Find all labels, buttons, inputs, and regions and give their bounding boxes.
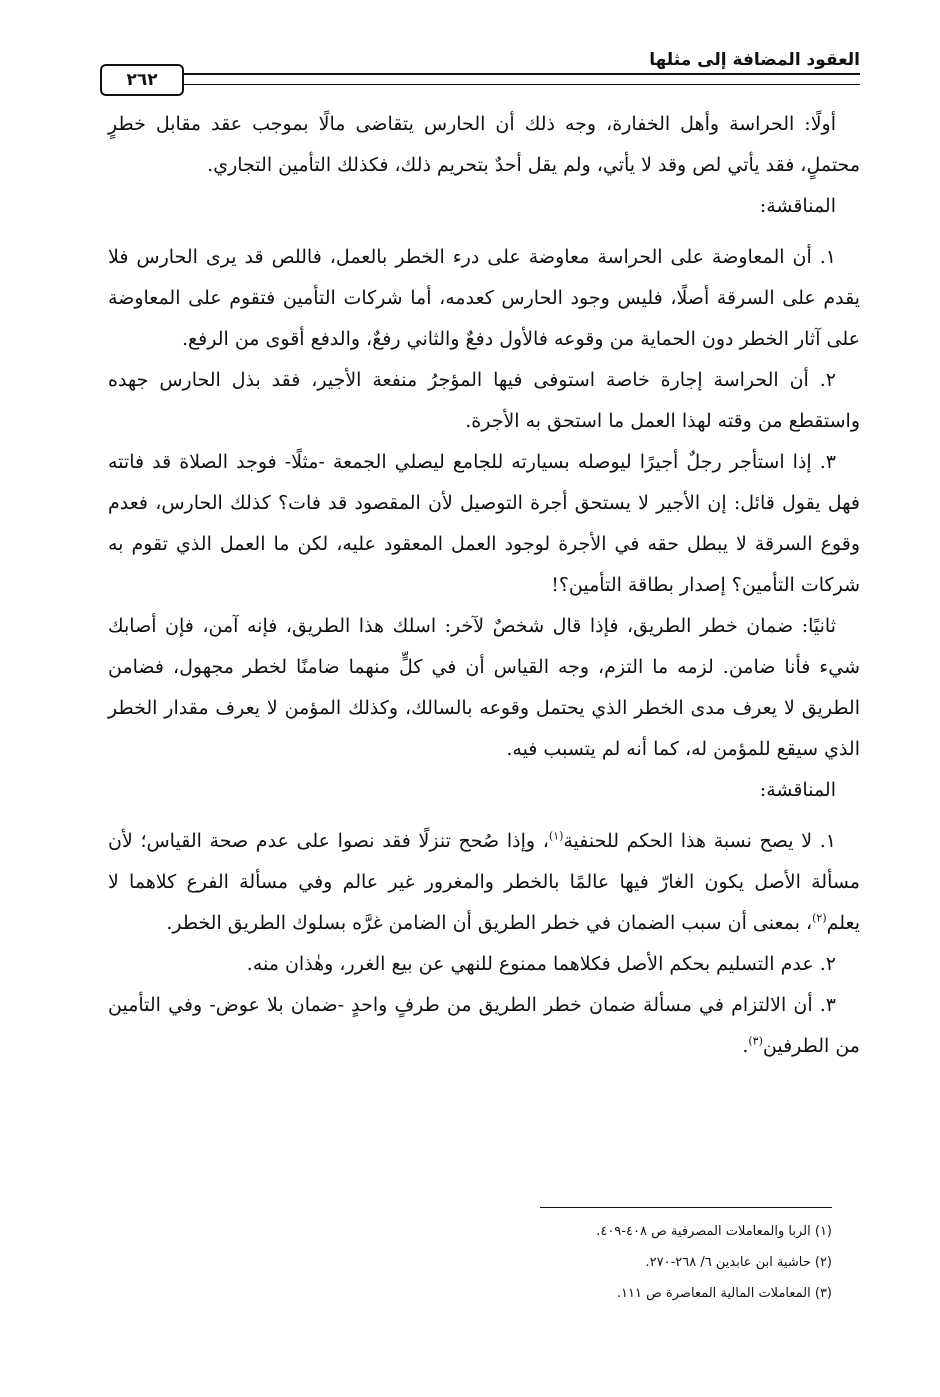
page-number: ٢٦٢: [126, 70, 158, 90]
text-segment: .: [742, 1035, 749, 1057]
header-rule-bottom: [178, 84, 860, 85]
discussion-point-2: ٢. أن الحراسة إجارة خاصة استوفى فيها المؤجرُ منفعة الأجير، فقد بذل الحارس جهده واستقطع من وقته لهذا العمل ما استحق به الأجرة.: [108, 369, 860, 432]
footnote-3: (٣) المعاملات المالية المعاصرة ص ١١١.: [616, 1286, 832, 1301]
running-title: العقود المضافة إلى مثلها: [649, 50, 860, 70]
header-rule-top: [178, 73, 860, 75]
paragraph-first-argument: أولًا: الحراسة وأهل الخفارة، وجه ذلك أن الحارس يتقاضى مالًا بموجب عقد مقابل خطرٍ محتملٍ، فقد يأتي لص وقد لا يأتي، ولم يقل أحدٌ بتحريم ذلك، فكذلك التأمين التجاري.: [108, 113, 860, 176]
footnotes: [232, 1216, 832, 1309]
discussion-point-3: ٣. إذا استأجر رجلٌ أجيرًا ليوصله بسيارته للجامع ليصلي الجمعة -مثلًا- فوجد الصلاة قد فاتته فهل يقول قائل: إن الأجير لا يستحق أجرة التوصيل لأن المقصود قد فات؟ كذلك الحارس، فعدم وقوع السرقة لا يبطل حقه في الأجرة لوجود العمل المعقود عليه، لكن ما العمل الذي تقوم به شركات التأمين؟ إصدار بطاقة التأمين؟!: [108, 451, 860, 596]
footnote-ref-1: (١): [548, 829, 564, 843]
paragraph-second-argument: ثانيًا: ضمان خطر الطريق، فإذا قال شخصٌ لآخر: اسلك هذا الطريق، فإنه آمن، فإن أصابك شيء فأنا ضامن. لزمه ما التزم، وجه القياس أن في كلٍّ منهما ضامنًا لخطر مجهول، فضامن الطريق لا يعرف مدى الخطر الذي يحتمل وقوعه بالسالك، وكذلك المؤمن لا يعرف مقدار الخطر الذي سيقع للمؤمن له، كما أنه لم يتسبب فيه.: [108, 615, 860, 760]
page-header: [100, 44, 860, 104]
discussion2-point-1: [108, 821, 860, 944]
text-segment: ١. لا يصح نسبة هذا الحكم للحنفية: [563, 830, 836, 852]
discussion2-point-3: [108, 985, 860, 1067]
spacer: [108, 811, 860, 821]
footnote-separator: [540, 1207, 832, 1208]
discussion-heading: المناقشة:: [759, 195, 836, 217]
page-number-badge: [100, 64, 184, 96]
spacer: [108, 227, 860, 237]
discussion-point-1: ١. أن المعاوضة على الحراسة معاوضة على درء الخطر بالعمل، فاللص قد يرى الحارس فلا يقدم على السرقة أصلًا، فليس وجود الحارس كعدمه، أما شركات التأمين فتقوم على المعاوضة على آثار الخطر دون الحماية من وقوعه فالأول دفعٌ والثاني رفعٌ، والدفع أقوى من الرفع.: [108, 246, 860, 350]
text-segment: ، بمعنى أن سبب الضمان في خطر الطريق أن الضامن غرَّه بسلوك الطريق الخطر.: [166, 912, 813, 934]
discussion-heading-2: المناقشة:: [759, 779, 836, 801]
footnote-1: (١) الربا والمعاملات المصرفية ص ٤٠٨-٤٠٩.: [596, 1224, 832, 1239]
text-segment: ، وإذا صُحح تنزلًا فقد نصوا على عدم صحة القياس؛ لأن مسألة الأصل يكون الغارّ فيها عالمًا بالخطر والمغرور غير عالم وفي مسألة الفرع كلاهما لا يعلم: [108, 830, 860, 934]
page-body: [108, 104, 860, 1067]
footnote-2: (٢) حاشية ابن عابدين ٦/ ٢٦٨-٢٧٠.: [645, 1255, 832, 1270]
footnote-ref-2: (٢): [812, 911, 827, 925]
discussion2-point-2: ٢. عدم التسليم بحكم الأصل فكلاهما ممنوع للنهي عن بيع الغرر، وهٰذان منه.: [246, 953, 836, 975]
footnote-ref-3: (٣): [748, 1034, 763, 1048]
text-segment: ٣. أن الالتزام في مسألة ضمان خطر الطريق من طرفٍ واحدٍ -ضمان بلا عوض- وفي التأمين من الطرفين: [108, 994, 860, 1057]
